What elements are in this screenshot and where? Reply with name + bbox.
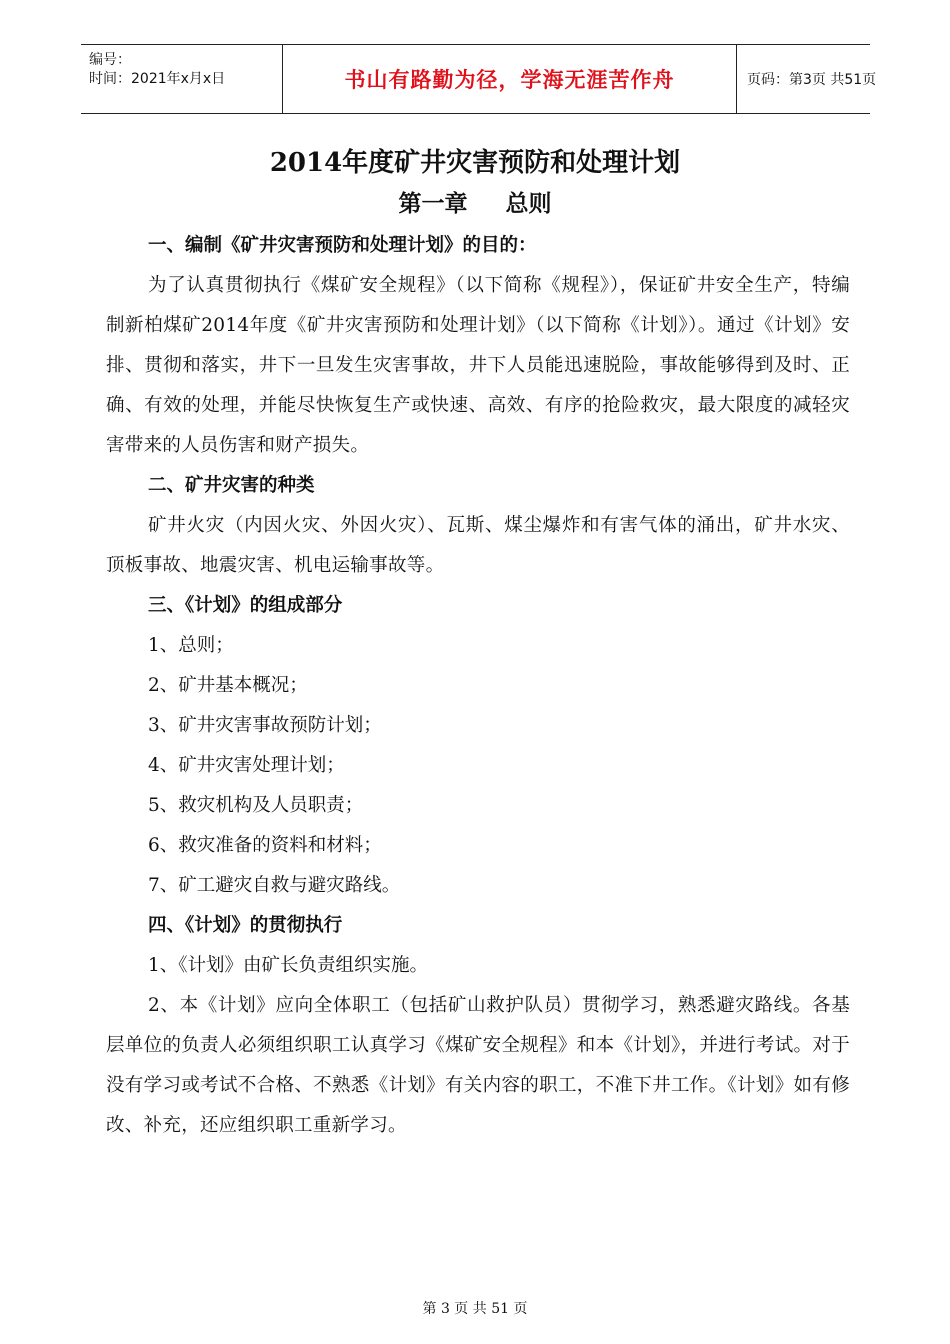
header-page-label: 页码：第3页 共51页 (747, 72, 877, 88)
list-item: 2、矿井基本概况； (148, 675, 308, 696)
section-heading: 四、《计划》的贯彻执行 (148, 915, 343, 936)
document-header (81, 44, 877, 114)
paragraph: 矿井火灾（内因火灾、外因火灾）、瓦斯、煤尘爆炸和有害气体的涌出，矿井水灾、顶板事故、地震灾害、机电运输事故等。 (106, 515, 850, 576)
header-meta (81, 45, 283, 113)
list-item: 4、矿井灾害处理计划； (148, 755, 345, 776)
document-title: 2014年度矿井灾害预防和处理计划 (269, 148, 681, 178)
list-item: 5、救灾机构及人员职责； (148, 795, 364, 816)
paragraph: 为了认真贯彻执行《煤矿安全规程》（以下简称《规程》），保证矿井安全生产，特编制新柏煤矿2014年度《矿井灾害预防和处理计划》（以下简称《计划》）。通过《计划》安排、贯彻和落实，井下一旦发生灾害事故，井下人员能迅速脱险，事故能够得到及时、正确、有效的处理，并能尽快恢复生产或快速、高效、有序的抢险救灾，最大限度的减轻灾害带来的人员伤害和财产损失。 (106, 275, 850, 456)
list-item: 1、总则； (148, 635, 234, 656)
list-item: 1、《计划》由矿长负责组织实施。 (148, 955, 429, 976)
section-heading: 三、《计划》的组成部分 (148, 595, 343, 616)
list-item: 3、矿井灾害事故预防计划； (148, 715, 382, 736)
list-item: 7、矿工避灾自救与避灾路线。 (148, 875, 401, 896)
page-footer: 第 3 页 共 51 页 (422, 1301, 528, 1317)
number-label: 编号： (89, 52, 131, 68)
list-item: 6、救灾准备的资料和材料； (148, 835, 382, 856)
document-body (106, 226, 850, 1146)
time-label: 时间：2021年x月x日 (89, 71, 226, 87)
section-heading: 一、编制《矿井灾害预防和处理计划》的目的： (148, 235, 537, 256)
paragraph: 2、本《计划》应向全体职工（包括矿山救护队员）贯彻学习，熟悉避灾路线。各基层单位的负责人必须组织职工认真学习《煤矿安全规程》和本《计划》，并进行考试。对于没有学习或考试不合格、不熟悉《计划》有关内容的职工，不准下井工作。《计划》如有修改、补充，还应组织职工重新学习。 (106, 995, 850, 1136)
header-motto: 书山有路勤为径，学海无涯苦作舟 (283, 45, 737, 113)
chapter-heading: 第一章 总则 (398, 190, 552, 217)
section-heading: 二、矿井灾害的种类 (148, 475, 315, 496)
